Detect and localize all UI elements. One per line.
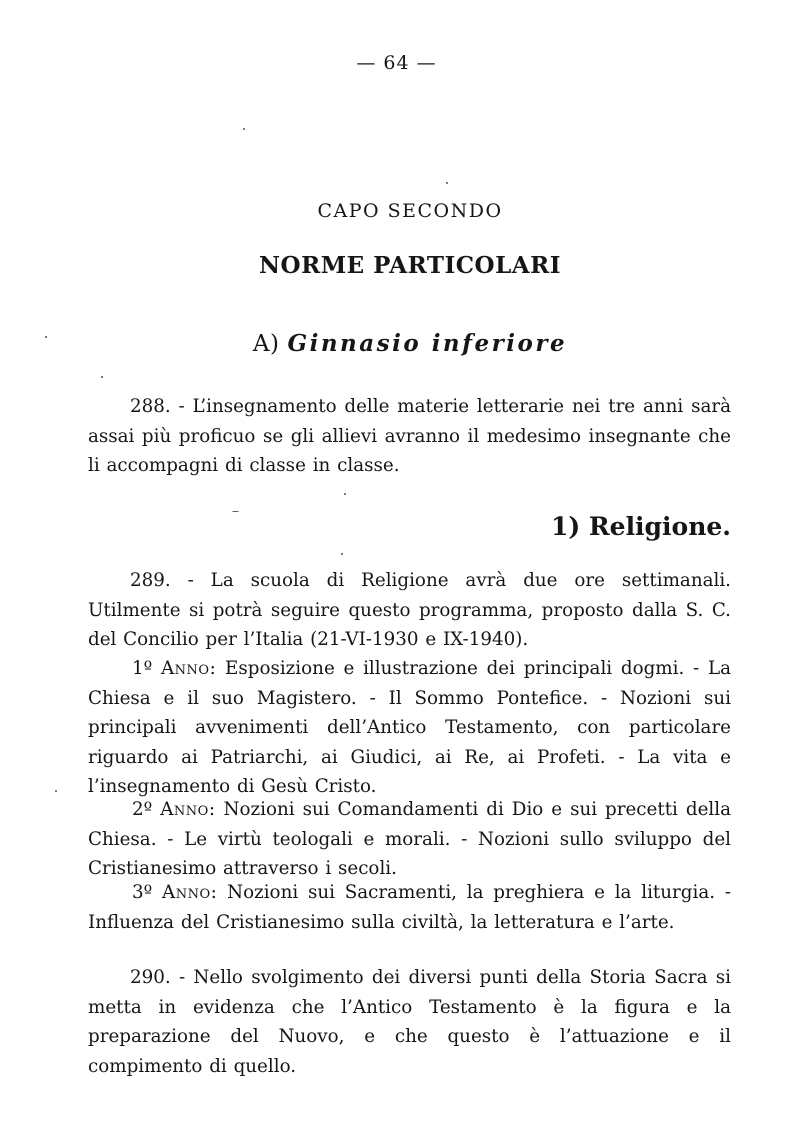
year-2-text: Nozioni sui Comandamenti di Dio e sui precetti della Chiesa. - Le virtù teologali e morali. - Nozioni sullo sviluppo del Cristianesimo attraverso i secoli. <box>88 799 731 879</box>
year-1-text: Esposizione e illustrazione dei principali dogmi. - La Chiesa e il suo Magistero. - Il Sommo Pontefice. - Nozioni sui principali avvenimenti dell’Antico Testamento, con particolare riguardo ai Patriarchi, ai Giudici, ai Re, ai Profeti. - La vita e l’insegnamento di Gesù Cristo. <box>88 658 731 797</box>
year-2-label: Anno: <box>160 799 216 820</box>
section-title: Ginnasio inferiore <box>287 330 568 357</box>
page-number: — 64 — <box>356 52 437 74</box>
year-3-text: Nozioni sui Sacramenti, la preghiera e la liturgia. - Influenza del Cristianesimo sulla civiltà, la letteratura e l’arte. <box>88 882 731 933</box>
year-3-ordinal: 3º <box>132 882 153 903</box>
scan-speck <box>243 128 245 130</box>
year-2-ordinal: 2º <box>132 799 153 820</box>
scan-speck <box>446 182 448 184</box>
paragraph-289: 289. - La scuola di Religione avrà due ore settimanali. Utilmente si potrà seguire questo programma, proposto dalla S. C. del Concilio per l’Italia (21-VI-1930 e IX-1940). <box>88 570 731 650</box>
scan-speck <box>55 790 57 792</box>
scan-speck <box>232 511 239 512</box>
scan-speck <box>344 493 346 495</box>
subsection-heading: 1) Religione. <box>550 512 731 541</box>
chapter-label: CAPO SECONDO <box>317 200 503 222</box>
section-letter: A) <box>252 331 280 357</box>
year-1-ordinal: 1º <box>132 658 153 679</box>
scan-speck <box>45 336 47 338</box>
year-3-paragraph <box>88 878 731 937</box>
year-1-label: Anno: <box>160 658 217 679</box>
scan-speck <box>341 553 343 555</box>
scan-speck <box>101 376 103 378</box>
paragraph-290: 290. - Nello svolgimento dei diversi punti della Storia Sacra si metta in evidenza che l’Antico Testamento è la figura e la preparazione del Nuovo, e che questo è l’attuazione e il compimento di quello. <box>88 967 731 1077</box>
chapter-title: NORME PARTICOLARI <box>259 252 561 279</box>
year-1-paragraph <box>88 654 731 802</box>
paragraph-288: 288. - L’insegnamento delle materie letterarie nei tre anni sarà assai più proficuo se gli allievi avranno il medesimo insegnante che li accompagni di classe in classe. <box>88 396 731 476</box>
year-2-paragraph <box>88 795 731 884</box>
year-3-label: Anno: <box>162 882 218 903</box>
section-heading <box>0 330 793 357</box>
